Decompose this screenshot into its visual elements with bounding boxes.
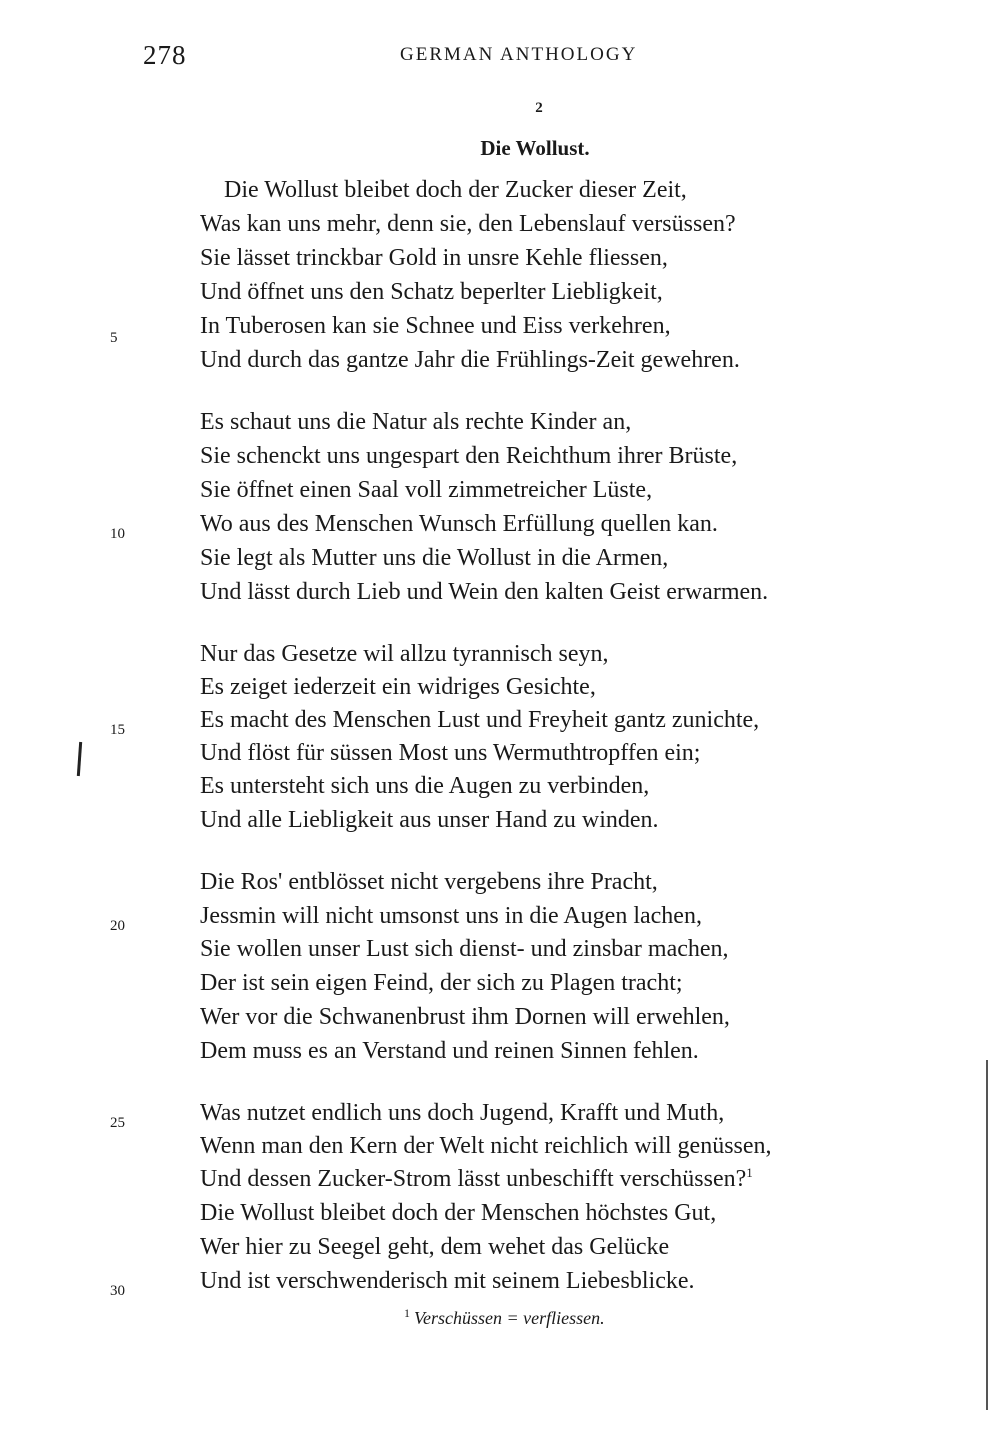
footnote-mark: 1 [404,1306,410,1320]
verse-line-22: Der ist sein eigen Feind, der sich zu Plagen tracht; [200,970,683,996]
footnote [404,1308,605,1329]
verse-line-21: Sie wollen unser Lust sich dienst- und zinsbar machen, [200,936,729,962]
running-head: GERMAN ANTHOLOGY [400,44,638,65]
verse-line-27-text: Und dessen Zucker-Strom lässt unbeschifft verschüssen? [200,1166,747,1192]
verse-line-25: Was nutzet endlich uns doch Jugend, Krafft und Muth, [200,1100,725,1126]
verse-line-6: Und durch das gantze Jahr die Frühlings-Zeit gewehren. [200,347,740,373]
verse-line-10: Wo aus des Menschen Wunsch Erfüllung quellen kan. [200,511,718,537]
verse-line-14: Es zeiget iederzeit ein widriges Gesichte, [200,674,596,700]
footnote-text: Verschüssen = verfliessen. [414,1308,605,1328]
footnote-reference: 1 [746,1165,753,1180]
verse-line-9: Sie öffnet einen Saal voll zimmetreicher Lüste, [200,477,653,503]
line-number-15: 15 [110,722,125,738]
verse-line-7: Es schaut uns die Natur als rechte Kinder an, [200,409,632,435]
line-number-5: 5 [110,330,118,346]
verse-line-5: In Tuberosen kan sie Schnee und Eiss verkehren, [200,313,671,339]
verse-line-17: Es untersteht sich uns die Augen zu verbinden, [200,773,650,799]
verse-line-28: Die Wollust bleibet doch der Menschen höchstes Gut, [200,1200,717,1226]
verse-line-18: Und alle Liebligkeit aus unser Hand zu winden. [200,807,659,833]
verse-line-27 [200,1163,753,1195]
line-number-10: 10 [110,526,125,542]
verse-line-26: Wenn man den Kern der Welt nicht reichlich will genüssen, [200,1133,772,1159]
line-number-20: 20 [110,918,125,934]
verse-line-4: Und öffnet uns den Schatz beperlter Liebligkeit, [200,279,663,305]
verse-line-20: Jessmin will nicht umsonst uns in die Augen lachen, [200,903,702,929]
verse-line-16: Und flöst für süssen Most uns Wermuthtropffen ein; [200,740,701,766]
page-edge-line [986,1060,988,1410]
page-number: 278 [143,40,187,70]
verse-line-15: Es macht des Menschen Lust und Freyheit gantz zunichte, [200,707,760,733]
verse-line-23: Wer vor die Schwanenbrust ihm Dornen will erwehlen, [200,1004,730,1030]
verse-line-12: Und lässt durch Lieb und Wein den kalten Geist erwarmen. [200,579,769,605]
margin-pencil-mark [77,742,82,776]
verse-line-8: Sie schenckt uns ungespart den Reichthum ihrer Brüste, [200,443,738,469]
verse-line-3: Sie lässet trinckbar Gold in unsre Kehle fliessen, [200,245,668,271]
verse-line-13: Nur das Gesetze wil allzu tyrannisch seyn, [200,641,609,667]
verse-line-24: Dem muss es an Verstand und reinen Sinnen fehlen. [200,1038,699,1064]
verse-line-2: Was kan uns mehr, denn sie, den Lebenslauf versüssen? [200,211,736,237]
poem-number: 2 [535,100,543,116]
line-number-30: 30 [110,1283,125,1299]
poem-title: Die Wollust. [480,136,590,160]
verse-line-11: Sie legt als Mutter uns die Wollust in die Armen, [200,545,669,571]
verse-line-30: Und ist verschwenderisch mit seinem Liebesblicke. [200,1268,695,1294]
verse-line-1: Die Wollust bleibet doch der Zucker dieser Zeit, [224,177,687,203]
line-number-25: 25 [110,1115,125,1131]
verse-line-19: Die Ros' entblösset nicht vergebens ihre Pracht, [200,869,658,895]
verse-line-29: Wer hier zu Seegel geht, dem wehet das Gelücke [200,1234,670,1260]
